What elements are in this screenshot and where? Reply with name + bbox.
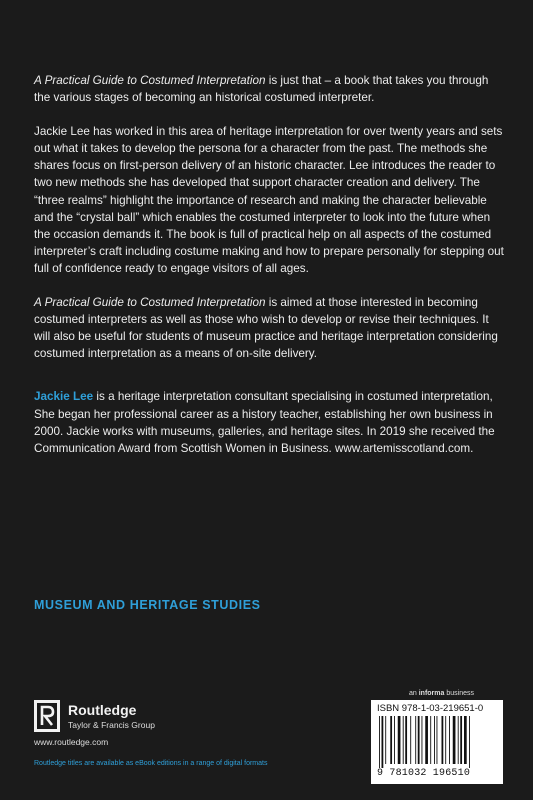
barcode-bar [434, 716, 435, 764]
book-title: A Practical Guide to Costumed Interpretation [34, 74, 266, 87]
barcode-bar [405, 716, 407, 764]
barcode-bar [418, 716, 420, 764]
series-title: MUSEUM AND HERITAGE STUDIES [34, 598, 261, 612]
isbn-label: ISBN 978-1-03-219651-0 [377, 703, 484, 714]
barcode-bar [458, 716, 459, 764]
barcode [371, 700, 503, 784]
barcode-bar [445, 716, 446, 764]
barcode-bar [382, 716, 384, 768]
barcode-bar [460, 716, 462, 764]
barcode-bar [415, 716, 416, 764]
barcode-bar [442, 716, 444, 764]
informa-note: an informa business [409, 690, 474, 697]
barcode-bar [379, 716, 380, 768]
publisher-url[interactable]: www.routledge.com [34, 737, 109, 747]
barcode-bar [425, 716, 428, 764]
barcode-bar [394, 716, 395, 764]
barcode-bar [430, 716, 431, 764]
barcode-bar [469, 716, 470, 768]
barcode-digits: 9 781032 196510 [377, 768, 471, 779]
barcode-bars [377, 716, 497, 768]
barcode-bar [464, 716, 467, 764]
barcode-bar [390, 716, 392, 764]
barcode-bar [398, 716, 401, 764]
publisher-group: Taylor & Francis Group [68, 720, 155, 730]
blurb-paragraph-1: A Practical Guide to Costumed Interpretation is just that – a book that takes you through the various stages of becoming an historical costumed interpreter. [34, 74, 489, 105]
book-title: A Practical Guide to Costumed Interpretation [34, 296, 266, 310]
barcode-bar [410, 716, 411, 764]
blurb [34, 72, 506, 474]
ebook-note: Routledge titles are available as eBook editions in a range of digital formats [34, 760, 268, 767]
barcode-bar [403, 716, 404, 764]
barcode-bar [453, 716, 456, 764]
publisher-name: Routledge [68, 702, 137, 718]
blurb-paragraph-3: A Practical Guide to Costumed Interpretation is aimed at those interested in becoming costumed interpreters as well as those who wish to develop or revise their techniques. It will also be useful for students of museum practice and heritage interpretation considering costumed interpretation as a means of on-site delivery. [34, 296, 498, 361]
barcode-bar [385, 716, 386, 764]
author-name: Jackie Lee [34, 390, 94, 404]
publisher-logo [34, 700, 204, 736]
routledge-logo-icon [34, 700, 60, 732]
author-bio: Jackie Lee is a heritage interpretation consultant specialising in costumed interpretation, She began her professional career as a history teacher, establishing her own business in 2000. Jackie works with museums, galleries, and heritage sites. In 2019 she received the Communication Award from Scottish Women in Business. www.artemisscotland.com. [34, 390, 495, 455]
blurb-paragraph-2: Jackie Lee has worked in this area of heritage interpretation for over twenty years and sets out what it takes to develop the persona for a character from the past. The methods she shares focus on first-person delivery of an historic character. Lee introduces the reader to two new methods she has developed that support character creation and delivery. The “three realms” highlight the importance of research and making the character believable and the “crystal ball” which enables the costumed interpreter to look into the future when the occasion demands it. The book is full of practical help on all aspects of the costumed interpreter’s craft including costume making and how to prepare personally for stepping out full of confidence ready to engage visitors of all ages. [34, 125, 504, 275]
barcode-bar [422, 716, 423, 764]
barcode-bar [437, 716, 438, 764]
barcode-bar [449, 716, 450, 764]
